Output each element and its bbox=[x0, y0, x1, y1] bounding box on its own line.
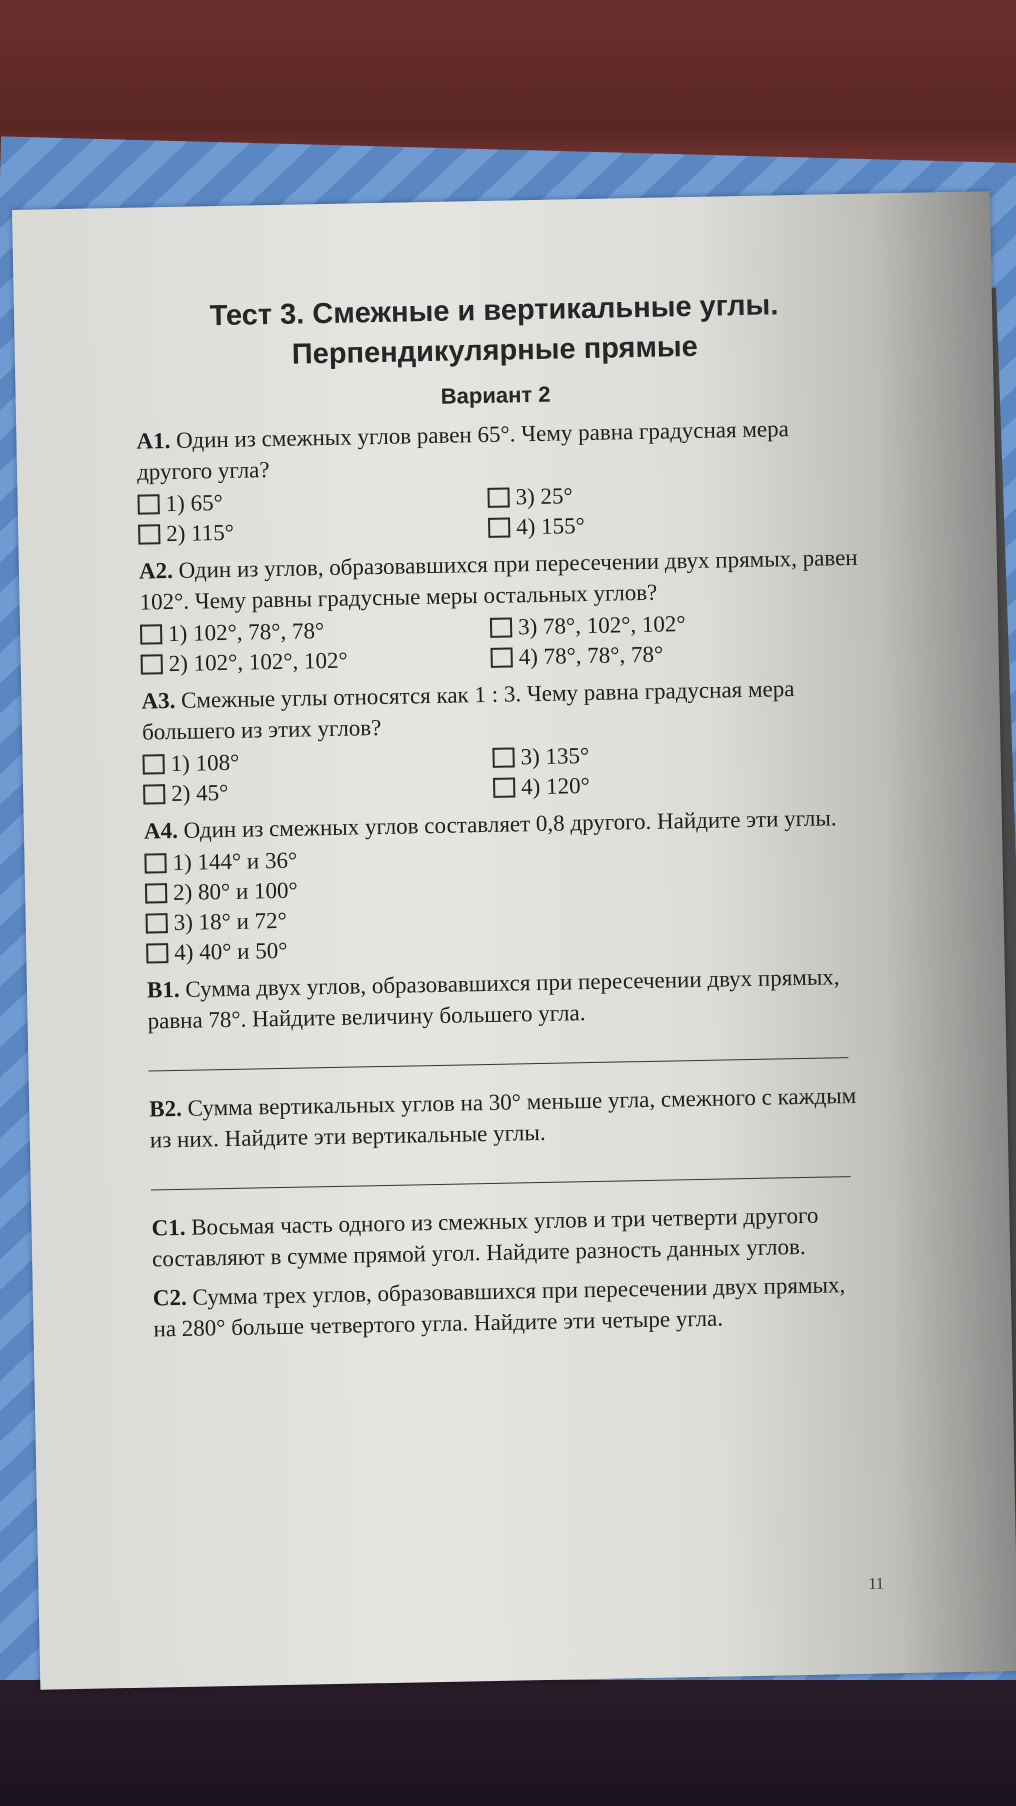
checkbox-icon[interactable] bbox=[145, 883, 167, 903]
question-text: Смежные углы относятся как 1 : 3. Чему равна градусная мера большего из этих углов? bbox=[141, 676, 795, 745]
option[interactable] bbox=[490, 636, 841, 673]
question-a2 bbox=[139, 542, 860, 618]
question-id: A2. bbox=[138, 557, 174, 584]
options-a2 bbox=[140, 606, 861, 680]
question-id: A3. bbox=[141, 687, 176, 714]
option-label: 1) 65° bbox=[165, 490, 224, 517]
checkbox-icon[interactable] bbox=[138, 524, 160, 544]
checkbox-icon[interactable] bbox=[140, 624, 162, 644]
option-label: 4) 40° и 50° bbox=[174, 937, 288, 966]
question-text: Один из смежных углов составляет 0,8 другого. Найдите эти углы. bbox=[183, 805, 837, 843]
option[interactable] bbox=[493, 766, 844, 803]
question-c2 bbox=[153, 1269, 874, 1345]
checkbox-icon[interactable] bbox=[487, 488, 509, 508]
checkbox-icon[interactable] bbox=[142, 754, 164, 774]
test-sheet bbox=[12, 191, 1016, 1690]
option[interactable] bbox=[138, 513, 489, 550]
checkbox-icon[interactable] bbox=[492, 747, 514, 767]
sheet-content bbox=[134, 284, 874, 1345]
page-number: 11 bbox=[868, 1575, 885, 1593]
option-label: 3) 78°, 102°, 102° bbox=[517, 611, 686, 640]
checkbox-icon[interactable] bbox=[490, 617, 512, 637]
variant-label: Вариант 2 bbox=[440, 381, 551, 409]
question-id: B1. bbox=[146, 976, 180, 1003]
checkbox-icon[interactable] bbox=[143, 784, 165, 804]
option-label: 4) 78°, 78°, 78° bbox=[518, 641, 664, 670]
checkbox-icon[interactable] bbox=[488, 517, 510, 537]
option-label: 1) 102°, 78°, 78° bbox=[167, 618, 325, 647]
checkbox-icon[interactable] bbox=[493, 777, 515, 797]
option[interactable] bbox=[488, 506, 839, 543]
question-text: Сумма двух углов, образовавшихся при пересечении двух прямых, равна 78°. Найдите величину большего угла. bbox=[147, 964, 840, 1034]
test-title-line2: Перпендикулярные прямые bbox=[291, 330, 699, 371]
question-text: Сумма вертикальных углов на 30° меньше угла, смежного с каждым из них. Найдите эти вертикальные углы. bbox=[149, 1082, 857, 1153]
checkbox-icon[interactable] bbox=[146, 913, 168, 933]
option-label: 2) 45° bbox=[170, 779, 229, 807]
checkbox-icon[interactable] bbox=[144, 853, 166, 873]
option-label: 3) 25° bbox=[515, 483, 573, 510]
question-text: Сумма трех углов, образовавшихся при пересечении двух прямых, на 280° больше четвертого угла. Найдите эти четыре угла. bbox=[153, 1272, 846, 1342]
option-label: 2) 115° bbox=[166, 519, 235, 547]
option-label: 2) 80° и 100° bbox=[172, 877, 298, 906]
option-label: 3) 135° bbox=[520, 743, 590, 770]
options-a1 bbox=[137, 476, 858, 550]
option-label: 2) 102°, 102°, 102° bbox=[168, 647, 348, 677]
checkbox-icon[interactable] bbox=[490, 647, 512, 667]
test-title-line1: Тест 3. Смежные и вертикальные углы. bbox=[209, 289, 779, 333]
checkbox-icon[interactable] bbox=[137, 494, 159, 514]
question-a1 bbox=[136, 412, 857, 488]
option-label: 1) 144° и 36° bbox=[172, 847, 298, 876]
question-text: Один из смежных углов равен 65°. Чему равна градусная мера другого угла? bbox=[136, 416, 790, 485]
question-id: B2. bbox=[149, 1095, 183, 1122]
question-c1 bbox=[151, 1199, 872, 1275]
question-a3 bbox=[141, 672, 862, 748]
question-id: A4. bbox=[143, 817, 179, 844]
option-label: 4) 120° bbox=[520, 773, 591, 800]
option-label: 4) 155° bbox=[515, 513, 586, 540]
question-text: Восьмая часть одного из смежных углов и три четверти другого составляют в сумме прямой угол. Найдите разность данных углов. bbox=[151, 1202, 819, 1272]
options-a3 bbox=[142, 736, 863, 810]
question-id: A1. bbox=[136, 428, 171, 454]
checkbox-icon[interactable] bbox=[146, 943, 168, 963]
question-id: C2. bbox=[152, 1284, 188, 1311]
checkbox-icon[interactable] bbox=[141, 654, 163, 674]
option-label: 3) 18° и 72° bbox=[173, 907, 288, 936]
question-id: C1. bbox=[151, 1214, 186, 1241]
options-a4 bbox=[144, 835, 866, 969]
option[interactable] bbox=[143, 773, 494, 810]
table-surface bbox=[0, 1680, 1016, 1806]
option[interactable] bbox=[140, 643, 491, 680]
option-label: 1) 108° bbox=[170, 749, 240, 777]
option[interactable] bbox=[146, 932, 497, 969]
question-text: Один из углов, образовавшихся при пересечении двух прямых, равен 102°. Чему равны градусные меры остальных углов? bbox=[139, 544, 858, 615]
